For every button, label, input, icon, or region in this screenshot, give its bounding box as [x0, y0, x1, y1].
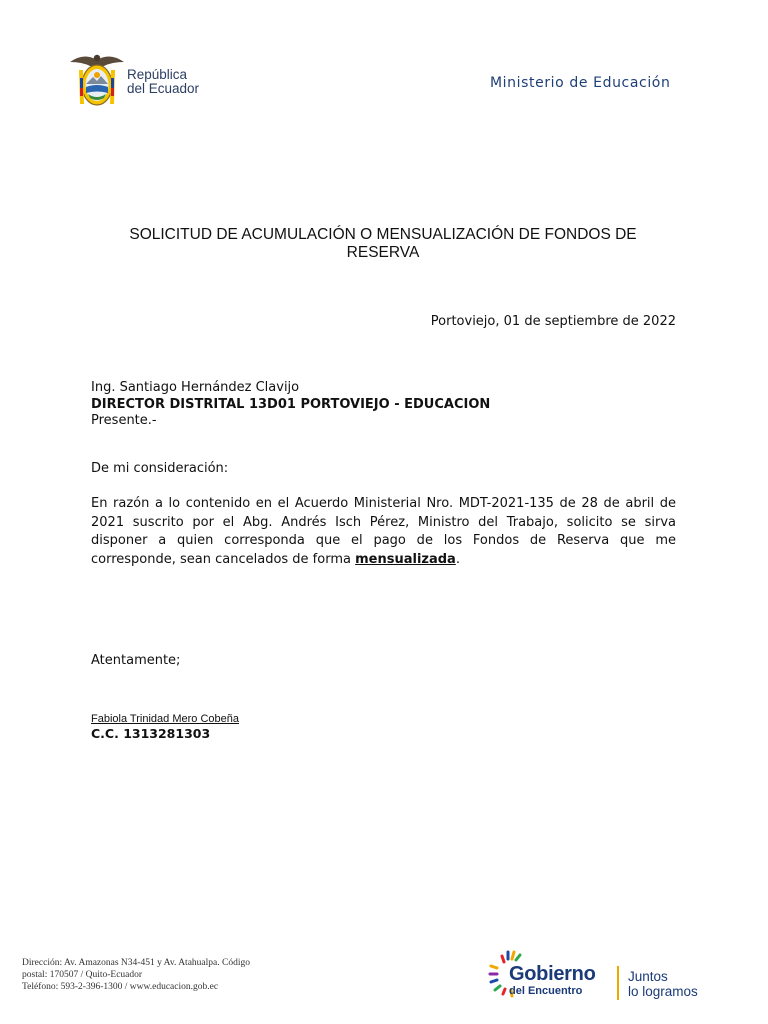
body-text: En razón a lo contenido en el Acuerdo Ministerial Nro. MDT-2021-135 de 28 de abril de 2021 suscrito por el Abg. Andrés Isch Pérez, Ministro del Trabajo, solicito se sirva disponer a quien corresponda que el pago de los Fondos de Reserva que me corresponde, sean cancelados de forma [91, 496, 676, 567]
slogan-line2: lo logramos [628, 984, 698, 999]
republica-del-ecuador-wordmark [127, 68, 199, 96]
republica-line2: del Ecuador [127, 81, 200, 96]
footer-divider [617, 966, 619, 1000]
address-line1: Dirección: Av. Amazonas N34-451 y Av. Atahualpa. Código [22, 958, 250, 968]
recipient-block [91, 380, 490, 430]
body-emphasis: mensualizada [355, 551, 456, 567]
gobierno-title: Gobierno [509, 963, 596, 985]
greeting: De mi consideración: [91, 461, 229, 476]
signer-id: C.C. 1313281303 [91, 726, 211, 741]
body-end: . [455, 551, 460, 567]
document-title [90, 226, 676, 262]
title-line2: RESERVA [346, 244, 420, 261]
slogan-line1: Juntos [628, 969, 668, 984]
address-line3: Teléfono: 593-2-396-1300 / www.educacion.gob.ec [22, 982, 219, 992]
recipient-presente: Presente.- [91, 413, 157, 428]
gobierno-slogan [628, 969, 698, 999]
footer-address [22, 957, 292, 993]
title-line1: SOLICITUD DE ACUMULACIÓN O MENSUALIZACIÓN DE FONDOS DE [129, 226, 637, 243]
dateline: Portoviejo, 01 de septiembre de 2022 [430, 314, 676, 329]
signer-name: Fabiola Trinidad Mero Cobeña [91, 713, 239, 725]
recipient-title: DIRECTOR DISTRITAL 13D01 PORTOVIEJO - EDUCACION [91, 396, 491, 412]
republica-line1: República [127, 67, 188, 82]
coat-of-arms-icon [66, 48, 128, 110]
address-line2: postal: 170507 / Quito-Ecuador [22, 970, 143, 980]
ministerio-heading: Ministerio de Educación [490, 75, 671, 91]
recipient-name: Ing. Santiago Hernández Clavijo [91, 380, 300, 395]
gobierno-subtitle: del Encuentro [509, 985, 583, 997]
body-paragraph [91, 495, 676, 569]
closing: Atentamente; [91, 653, 181, 668]
